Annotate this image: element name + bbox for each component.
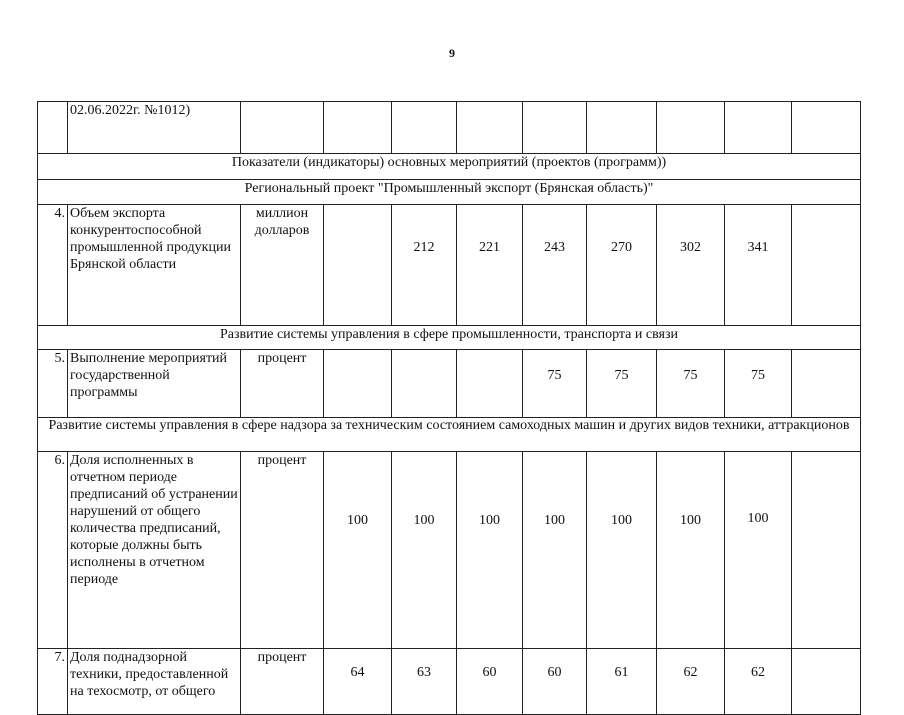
unit-of-measure: процент — [241, 649, 324, 715]
table-body — [38, 102, 861, 715]
value-cell — [657, 102, 725, 154]
table-row — [38, 102, 861, 154]
section-title: Региональный проект "Промышленный экспорт (Брянская область)" — [38, 180, 861, 205]
value-cell: 61 — [587, 649, 657, 715]
table-row — [38, 649, 861, 715]
row-number — [38, 102, 68, 154]
value-cell — [792, 102, 861, 154]
value-cell: 60 — [457, 649, 523, 715]
indicators-table — [37, 101, 861, 715]
value-cell — [587, 102, 657, 154]
value-cell — [324, 205, 392, 326]
value-cell: 221 — [457, 205, 523, 326]
indicator-name: Доля исполненных в отчетном периоде предписаний об устранении нарушений от общего количества предписаний, которые должны быть исполнены в отчетном периоде — [68, 452, 241, 649]
value-cell: 212 — [392, 205, 457, 326]
value-cell — [523, 102, 587, 154]
value-cell: 270 — [587, 205, 657, 326]
page-number: 9 — [449, 46, 455, 60]
section-title: Показатели (индикаторы) основных мероприятий (проектов (программ)) — [38, 154, 861, 180]
indicator-name: Доля поднадзорной техники, предоставленной на техосмотр, от общего — [68, 649, 241, 715]
value-cell — [725, 102, 792, 154]
row-number: 6. — [38, 452, 68, 649]
value-cell — [792, 452, 861, 649]
value-cell: 75 — [587, 350, 657, 418]
value-cell: 100 — [725, 452, 792, 649]
value-cell — [792, 649, 861, 715]
row-number: 4. — [38, 205, 68, 326]
value-cell — [457, 350, 523, 418]
unit-of-measure — [241, 102, 324, 154]
value-cell: 100 — [324, 452, 392, 649]
value-cell: 100 — [587, 452, 657, 649]
indicator-name: 02.06.2022г. №1012) — [68, 102, 241, 154]
unit-of-measure: миллион долларов — [241, 205, 324, 326]
table-row — [38, 205, 861, 326]
value-cell: 75 — [657, 350, 725, 418]
value-cell: 302 — [657, 205, 725, 326]
value-cell: 60 — [523, 649, 587, 715]
value-cell: 75 — [523, 350, 587, 418]
value-cell: 75 — [725, 350, 792, 418]
value-cell — [792, 205, 861, 326]
value-cell — [324, 102, 392, 154]
section-header-row — [38, 326, 861, 350]
value-cell: 243 — [523, 205, 587, 326]
section-header-row — [38, 154, 861, 180]
value-cell: 341 — [725, 205, 792, 326]
value-cell: 100 — [523, 452, 587, 649]
value-cell — [392, 350, 457, 418]
value-cell: 100 — [657, 452, 725, 649]
value-cell — [457, 102, 523, 154]
section-title: Развитие системы управления в сфере промышленности, транспорта и связи — [38, 326, 861, 350]
section-title: Развитие системы управления в сфере надзора за техническим состоянием самоходных машин и других видов техники, аттракционов — [38, 418, 861, 452]
unit-of-measure: процент — [241, 350, 324, 418]
value-cell — [792, 350, 861, 418]
table-row — [38, 452, 861, 649]
value-cell: 100 — [392, 452, 457, 649]
unit-of-measure: процент — [241, 452, 324, 649]
row-number: 7. — [38, 649, 68, 715]
section-header-row — [38, 180, 861, 205]
value-cell: 63 — [392, 649, 457, 715]
value-cell: 62 — [725, 649, 792, 715]
indicator-name: Объем экспорта конкурентоспособной промышленной продукции Брянской области — [68, 205, 241, 326]
section-header-row — [38, 418, 861, 452]
value-cell: 100 — [457, 452, 523, 649]
row-number: 5. — [38, 350, 68, 418]
value-cell — [392, 102, 457, 154]
value-cell — [324, 350, 392, 418]
table-row — [38, 350, 861, 418]
value-cell: 62 — [657, 649, 725, 715]
value-cell: 64 — [324, 649, 392, 715]
indicator-name: Выполнение мероприятий государственной программы — [68, 350, 241, 418]
